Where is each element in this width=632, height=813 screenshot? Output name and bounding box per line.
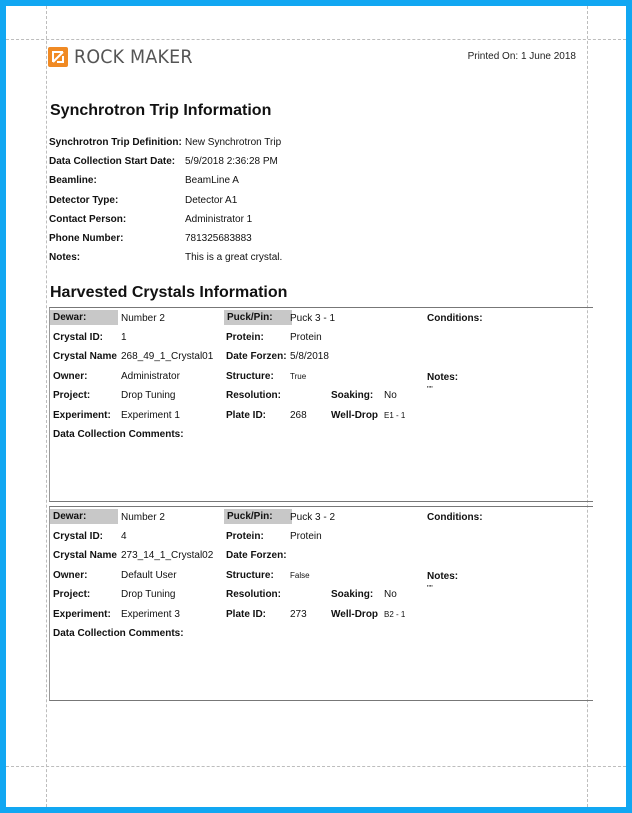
plate-id-value: 273 xyxy=(290,609,307,620)
crystal-name-value: 268_49_1_Crystal01 xyxy=(121,351,214,362)
margin-guide-left xyxy=(46,6,47,807)
dewar-label: Dewar: xyxy=(50,509,118,524)
crystal-id-value: 4 xyxy=(121,531,127,542)
soaking-value: No xyxy=(384,589,397,600)
puck-pin-label: Puck/Pin: xyxy=(224,310,292,325)
field-value: BeamLine A xyxy=(185,175,239,186)
field-label: Contact Person: xyxy=(49,214,127,225)
project-value: Drop Tuning xyxy=(121,390,176,401)
well-drop-value: B2 - 1 xyxy=(384,610,406,619)
well-drop-label: Well-Drop xyxy=(331,609,379,620)
comments-label: Data Collection Comments: xyxy=(53,429,184,440)
printed-on-date: Printed On: 1 June 2018 xyxy=(467,51,576,62)
plate-id-label: Plate ID: xyxy=(226,609,267,620)
dewar-value: Number 2 xyxy=(121,313,165,324)
structure-label: Structure: xyxy=(226,570,274,581)
soaking-value: No xyxy=(384,390,397,401)
field-value: Administrator 1 xyxy=(185,214,253,225)
field-label: Data Collection Start Date: xyxy=(49,156,176,167)
conditions-label: Conditions: xyxy=(427,313,483,324)
field-label: Notes: xyxy=(49,252,81,263)
well-drop-value: E1 - 1 xyxy=(384,411,406,420)
crystal-name-label: Crystal Name xyxy=(53,550,117,561)
field-value: Detector A1 xyxy=(185,195,238,206)
field-label: Detector Type: xyxy=(49,195,119,206)
project-label: Project: xyxy=(53,390,91,401)
owner-label: Owner: xyxy=(53,371,88,382)
project-label: Project: xyxy=(53,589,91,600)
owner-label: Owner: xyxy=(53,570,88,581)
field-label: Synchrotron Trip Definition: xyxy=(49,137,182,148)
soaking-label: Soaking: xyxy=(331,589,374,600)
logo-text: ROCK MAKER xyxy=(74,46,193,68)
rock-maker-logo xyxy=(48,46,203,68)
plate-id-value: 268 xyxy=(290,410,307,421)
experiment-label: Experiment: xyxy=(53,410,111,421)
field-value: 5/9/2018 2:36:28 PM xyxy=(185,156,278,167)
margin-guide-bottom xyxy=(6,766,626,767)
protein-label: Protein: xyxy=(226,332,264,343)
field-value: New Synchrotron Trip xyxy=(185,137,282,148)
rock-maker-logo-icon xyxy=(48,47,68,67)
notes-label: Notes: xyxy=(427,571,459,582)
owner-value: Default User xyxy=(121,570,177,581)
experiment-value: Experiment 1 xyxy=(121,410,180,421)
plate-id-label: Plate ID: xyxy=(226,410,267,421)
protein-value: Protein xyxy=(290,332,322,343)
comments-label: Data Collection Comments: xyxy=(53,628,184,639)
crystal-id-label: Crystal ID: xyxy=(53,531,104,542)
puck-pin-value: Puck 3 - 2 xyxy=(290,512,336,523)
structure-value: False xyxy=(290,571,310,580)
margin-guide-top xyxy=(6,39,626,40)
crystals-heading: Harvested Crystals Information xyxy=(50,284,288,301)
crystal-panel xyxy=(49,307,593,502)
date-frozen-value: 5/8/2018 xyxy=(290,351,329,362)
project-value: Drop Tuning xyxy=(121,589,176,600)
resolution-label: Resolution: xyxy=(226,390,281,401)
conditions-label: Conditions: xyxy=(427,512,483,523)
experiment-label: Experiment: xyxy=(53,609,111,620)
notes-label: Notes: xyxy=(427,372,459,383)
puck-pin-value: Puck 3 - 1 xyxy=(290,313,336,324)
protein-label: Protein: xyxy=(226,531,264,542)
protein-value: Protein xyxy=(290,531,322,542)
crystal-name-value: 273_14_1_Crystal02 xyxy=(121,550,214,561)
notes-value: "" xyxy=(427,584,433,593)
dewar-value: Number 2 xyxy=(121,512,165,523)
resolution-label: Resolution: xyxy=(226,589,281,600)
structure-label: Structure: xyxy=(226,371,274,382)
crystal-name-label: Crystal Name xyxy=(53,351,117,362)
puck-pin-label: Puck/Pin: xyxy=(224,509,292,524)
structure-value: True xyxy=(290,372,307,381)
field-value: 781325683883 xyxy=(185,233,252,244)
experiment-value: Experiment 3 xyxy=(121,609,180,620)
date-frozen-label: Date Forzen: xyxy=(226,351,287,362)
date-frozen-label: Date Forzen: xyxy=(226,550,287,561)
soaking-label: Soaking: xyxy=(331,390,374,401)
crystal-id-value: 1 xyxy=(121,332,127,343)
dewar-label: Dewar: xyxy=(50,310,118,325)
notes-value: "" xyxy=(427,385,433,394)
well-drop-label: Well-Drop xyxy=(331,410,379,421)
field-label: Beamline: xyxy=(49,175,97,186)
trip-heading: Synchrotron Trip Information xyxy=(50,102,272,119)
crystal-id-label: Crystal ID: xyxy=(53,332,104,343)
owner-value: Administrator xyxy=(121,371,180,382)
crystal-panel xyxy=(49,506,593,701)
field-value: This is a great crystal. xyxy=(185,252,283,263)
field-label: Phone Number: xyxy=(49,233,124,244)
